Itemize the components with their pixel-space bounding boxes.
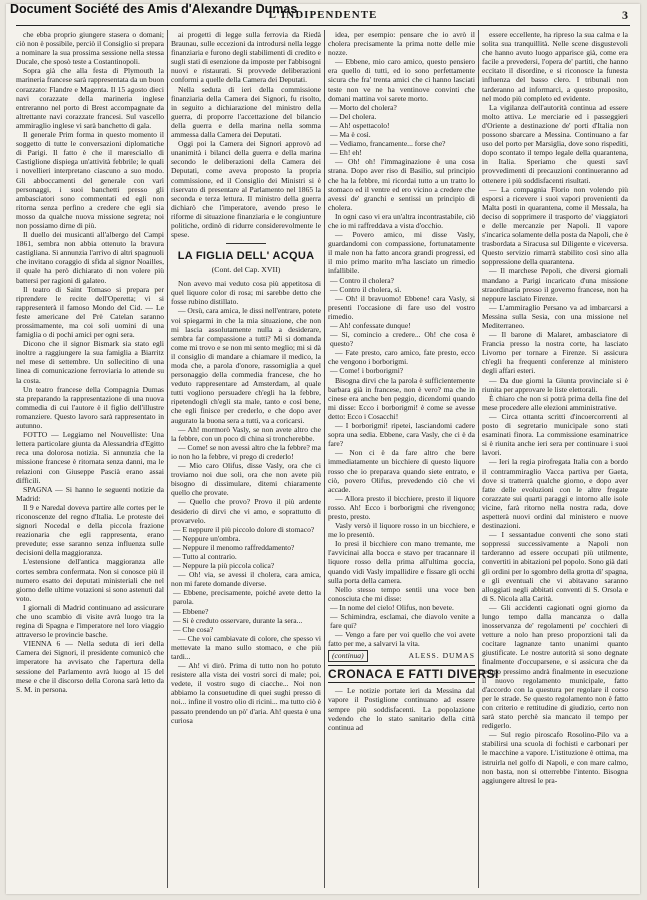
column-rule	[167, 30, 168, 888]
article-paragraph: — I sessantadue conventi che sono stati soppressi successivamente a Napoli non tarderanno ad essere occupati più utilmente, convertiti in abitazioni pel popolo. Sono già dati gli ordini per lo sgombro della grotta di' spagna, e gli eventuali che vi abitavano saranno alloggiati negli abbitati conventi di S. Orsola e di S. Nicola alla Carità.	[482, 530, 628, 603]
article-paragraph: Un teatro francese della Compagnia Dumas sta preparando la rappresentazione di una nuova commedia di cui l'autore è il figlio dell'illustre romanziere. Questo lavoro sarà rappresentato in autunno.	[16, 384, 164, 431]
story-subtitle: (Cont. del Cap. XVII)	[211, 265, 281, 275]
article-paragraph: È chiaro che non si potrà prima della fine del mese procedere alle elezioni amministrative.	[482, 393, 628, 412]
article-paragraph: ai progetti di legge sulla ferrovia da Riedà Braunau, sulle eccezioni da introdursi nella legge finanziaria e furono degli stabilimenti di credito e sugli stati di esenzione da imposte per l'abbisogni nuovi e ristaurati. Si provvede deliberazioni conformi a quelle della Camera dei Deputati.	[171, 30, 321, 85]
article-paragraph: — Sul regio piroscafo Rosolino-Pilo va a stabilirsi una scuola di fochisti e carbonari per le macchine a vapore. L'istituzione è ottima, ma istruirla nel golfo di Napoli, e con mare calmo, non basta, non si otterrebbe l'intento. Bisogna aggiungere altresì le pra-	[482, 730, 628, 785]
article-paragraph: — Mio caro Olifus, disse Vasly, ora che ci troviamo noi due soli, ora che non avete più bisogno di dissimulare, ditemi chiaramente quello che provate.	[171, 461, 321, 498]
article-paragraph: — Morto del cholera?	[330, 102, 397, 112]
article-paragraph: — Da due giorni la Giunta provinciale si è riunita per approvare le liste elettorali.	[482, 375, 628, 394]
article-paragraph: — Orsù, cara amica, le dissi nell'entrare, potete voi spiegarmi in che la mia situazione, che non mi lascia assolutamente nulla a desiderare, sembra far compassione a tutti? Mi si domanda come mi trovo e se non mi sento meglio; mi si dà il consiglio di mandare a chiamare il medico, la moda che, a parola d'onore, rassomiglia a quel personaggio della commedia francese, che ho veduto rappresentare ad Amsterdam, al quale tutti vogliono persuadere ch'egli ha la febbre, ripetendogli ch'egli sta male, tanto e così bene, che egli finisce per crederlo, e che dopo aver augurato la buona sera a tutti, va a coricarsi.	[171, 306, 322, 425]
article-paragraph: Oggi poi la Camera dei Signori approvò ad unanimità i bilanci della guerra e della marina secondo le deliberazioni della Camera dei Deputati, come aveva proposto la propria commissione, ed il Consiglio dei Ministri si è riservato di presentare al Parlamento nel 1865 la seconda e terza lettura. Il ministro della guerra dichiarò che l'imperatore, avendo preso le riforme di situazione finanziaria e le congiunture politiche, ordinò di ridurre considerevolmente le spese.	[171, 139, 321, 240]
cronaca-text	[328, 686, 475, 731]
article-paragraph: idea, per esempio: pensare che io avrò il cholera precisamente la prima notte delle mie nozze.	[328, 30, 475, 58]
article-paragraph: — Allora presto il bicchiere, presto il liquore rosso. Ah! Ecco i borborigmi che rivengono; presto, presto.	[328, 493, 475, 521]
article-paragraph: — Gli accidenti cagionati ogni giorno da lungo tempo dalla mancanza o dalla inosservanza de' regolamenti pe' cocchieri di vetture a nolo han preso proporzioni tali da cocitare lagnanze tanto unanimi quanto giustificate. Le nostre autorità si sono degnate finalmente d'occuparsene, e si assicura che da tempo pressimo andrà finalmente in esecuzione il nuovo regolamento municipale, fatto d'accordo con la questura per regolare il corso per le strade. Se questo regolamento non è fatto con criterio e rettitudine di giudizio, certo non sarà stato perchè sia mancato il tempo per redigerlo.	[482, 602, 628, 731]
continua-label: (continua)	[328, 650, 368, 662]
article-paragraph: FOTTO — Leggiamo nel Nouvelliste: Una lettera particolare giunta da Alessandria d'Egitto reca una dolorosa notizia. Si annunzia che la missione francese è ritornata senza danni, ma le relazioni con Giuseppe Pascià erano assai difficili.	[16, 430, 164, 485]
article-paragraph: — Contro il cholera?	[330, 275, 394, 285]
article-paragraph: — Ah! mormorò Vasly, se non avete altro che la febbre, con un poco di china si troncherebbe.	[171, 424, 321, 443]
story-title: LA FIGLIA DELL' ACQUA	[177, 250, 315, 263]
article-paragraph: — Ebbene?	[173, 606, 209, 616]
article-paragraph: — Neppure un'ombra.	[173, 533, 241, 543]
article-paragraph: — Circa ottanta scritti d'incoercorrenti al posto di segretario municipale sono stati esaminati finora. La commissione esaminatrice si è riunita anche ieri sera per continuare i suoi lavori.	[482, 411, 628, 458]
article-paragraph: — Contro il cholera, sì.	[330, 284, 402, 294]
watermark-label: Document Société des Amis d'Alexandre Dumas	[10, 2, 298, 16]
article-paragraph: Io presi il bicchiere con mano tremante, me l'avvicinai alla bocca e stavo per tracannare il liquore rosso della prima all'ultima goccia, quando vidi Vasly impallidire e fissare gli occhi sulla porta della camera.	[328, 539, 475, 585]
article-paragraph: Nella seduta di ieri della commissione finanziaria della Camera dei Signori, fu risolto, in seguito a dichiarazione del ministro della guerra, di proporre l'accettazione del bilancio della guerra e della marina nella somma ammessa dalla Camera dei Deputati.	[171, 84, 321, 140]
article-paragraph: — Neppure la più piccola colica?	[173, 561, 275, 571]
article-paragraph: VIENNA 6 — Nella seduta di ieri della Camera dei Signori, il presidente comunicò che imperatore ha avvisato che l'apertura della sessione del Parlamento avrà luogo al 15 del mese e che il discorso della Corona sarà letto da S. M. in persona.	[16, 639, 164, 694]
article-paragraph: Il duello dei musicanti all'albergo del Campi 1861, sembra non abbia ottenuto la bravura castigliana. Si annunzia l'arrivo di altri spagnuoli che invitano coraggio di sfida al signor Noailles, il quale ha però dichiarato di non volere più battersi per ragioni di galateo.	[16, 230, 164, 285]
parliament-news	[171, 30, 321, 239]
article-paragraph: — I borborigmi! ripetei, lasciandomi cadere sopra una sedia. Ebbene, cara Vasly, che ci è da fare?	[328, 421, 475, 449]
article-paragraph: — Povero amico, mi disse Vasly, guardandomi con compassione, fortunatamente il male non ha fatto ancora grandi progressi, ed il mio primo marito m'ha lasciato un rimedio infallibile.	[328, 230, 475, 276]
page-number: 3	[622, 8, 628, 22]
column-rule	[324, 30, 325, 888]
article-paragraph: — Le notizie portate ieri da Messina dal vapore il Postiglione continuano ad essere sempre più soddisfacenti. La popolazione vedendo che lo stato sanitario della città continua ad	[328, 686, 475, 732]
article-paragraph: Nello stesso tempo sentii una voce ben conosciuta che mi disse:	[328, 584, 475, 603]
section-divider	[226, 243, 266, 244]
article-paragraph: Il generale Prim forma in questo momento il soggetto di tutte le conversazioni diplomatiche di Parigi. Il fatto è che il maresciallo di Castiglione dispiega un'attività febbrile; le quali i novellieri interpretano ciascuno a suo modo. Gli abboccamenti del generale con varì personaggi, i suoi banchetti presso gli ambasciatori sono commentati ed egli non ritorna senza perfino a credere che egli sia mosso da qualche nuova missione segreta; noi non possiamo dirne di più.	[16, 130, 164, 230]
article-paragraph: — Non ci è da fare altro che bere immediatamente un bicchiere di questo liquore rosso che io preparava quando siete entrato, e ciò, povero Olifus, prevedendo ciò che vi accade.	[328, 448, 475, 494]
article-paragraph: — Fate presto, caro amico, fate presto, ecco che vengono i borborigmi.	[328, 348, 475, 367]
article-paragraph: — Ah! confessate dunque!	[330, 321, 411, 330]
author-name: ALESS. DUMAS	[408, 651, 475, 661]
article-paragraph: — Quello che provo? Provo il più ardente desiderio di dirvi che vi amo, e soprattutto di provarvelo.	[171, 497, 321, 525]
story-continuation	[328, 30, 475, 648]
article-paragraph: — L'ammiraglio Persano va ad imbarcarsi a Messina sulla Sesia, con una missione nel Mediterraneo.	[482, 302, 628, 330]
column-rule	[478, 30, 479, 888]
column-4	[482, 30, 628, 888]
article-paragraph: — Ebbene, mio caro amico, questo pensiero era quello di tutti, ed io sono perfettamente sicura che fra' trenta amici che ci hanno lasciati teste non ve ne ha ventinove convinti che domani mattina voi sarete morto.	[328, 57, 475, 103]
article-paragraph: — Vengo a fare per voi quello che voi avete fatto per me, a salvarvi la vita.	[328, 630, 475, 649]
article-paragraph: Dicono che il signor Bismark sia stato egli inoltre a raggiungere la sua famiglia a Biarritz nel mese di settembre. Un sollecitino di una linea di comunicazione ferroviaria lo attende su la costa.	[16, 339, 164, 385]
article-paragraph: In ogni caso vi era un'altra incontrastabile, ciò che io mi raffreddava a vista d'occhio.	[328, 211, 475, 230]
article-paragraph: che ebba proprio giungere stasera o domani; ciò non è possibile, perciò il Consiglio si prepara a nominare la sua prossima sessione nella stessa Ducale, che sposò teste a Costantinopoli.	[16, 30, 164, 67]
article-paragraph: Sopra già che alla festa di Plymouth la marineria francese sarà rappresentata da un buon corazzato: Flandre e Magenta. Il 15 agosto dieci navi corazzate della marineria inglese entreranno nel porto di Brest accompagnate da altrettante navi corazzate francesi. Sul vascello ammiraglio inglese vi sarà banchetto di gala.	[16, 66, 164, 130]
columns	[16, 30, 628, 888]
newspaper-page	[6, 4, 640, 894]
article-paragraph: — Ah! vi dirò. Prima di tutto non ho potuto resistere alla vista dei vostri sorci di male; poi, vedete, il vostro sugo di ciacche... Noi non abbiamo la consuetudine di quei sughi presso di noi... infine il vostro olio di ricini... ma tutto ciò è passato prendendo un pò' d'aria. Ah! questa è una curiosa	[171, 661, 321, 725]
article-paragraph: — Eh! eh!	[330, 148, 362, 158]
article-paragraph: — In nome del cielo! Olifus, non bevete.	[330, 602, 454, 612]
column-1	[16, 30, 164, 888]
article-paragraph: — Oh! il bravuomo! Ebbene! cara Vasly, si presenti l'occasione di fare uso del vostro rimedio.	[328, 293, 475, 321]
article-paragraph: — Il barone di Malaret, ambasciatore di Francia presso la nostra corte, ha lasciato Livorno per tornare a Firenze. Si assicura ch'egli ha frequenti conferenze al ministero degli affari esteri.	[482, 330, 628, 376]
article-paragraph: — Come! i borborigmi?	[330, 366, 404, 376]
article-paragraph: — Oh! via, se avessi il cholera, cara amica, non mi farete domande diverse.	[171, 570, 321, 589]
article-paragraph: Bisogna dirvi che la parola è sufficientemente barbara già in francese, non è vero? ma che in cinese era anche ben peggio, dicendomi quando mi disse: Ecco i borborigmi! è come se avesse detto: Ecco i Cosacchi!	[328, 375, 475, 421]
article-paragraph: I giornali di Madrid continuano ad assicurare che uno scambio di visite avrà luogo tra la regina di Spagna e l'imperatore nel loro viaggio attraverso le provincie basche.	[16, 602, 164, 640]
story-signature	[328, 650, 475, 662]
article-paragraph: — Il marchese Pepoli, che diversi giornali mandano a Parigi incaricato d'una missione straordinaria presso il governo francese, non ha neppure lasciato Firenze.	[482, 266, 628, 303]
cronaca-heading: CRONACA E FATTI DIVERSI	[328, 667, 499, 682]
article-paragraph: — Ebbene, precisamente, poiché avete detto la parola.	[173, 588, 321, 607]
column-3	[328, 30, 499, 888]
article-paragraph: — Neppure il menomo raffreddamento?	[173, 542, 295, 552]
article-paragraph: La vigilanza dell'autorità continua ad essere molto attiva. Le merciarie ed i passeggieri d'Oriente a destinazione de' porti d'Italia non possono sbarcare a Messina. Continuano a far uso del porto per Marsiglia, dove sono rispediti, dopo scontato il tempo legale della quarantena, in Italia. Speriamo che questi savî provvedimenti di precauzioni continueranno ad ottenere i più soddisfacenti risultati.	[482, 102, 628, 185]
article-paragraph: Il 9 e Naredal doveva partire alle cortes per le riconoscenze del regno d'Italia. Le proteste dei signori Nocedal e della piccola frazione reazionaria che egli rappresenta, erano prevedute; esse saranno senza influenza sulle decisioni della maggioranza.	[16, 502, 164, 558]
article-paragraph: — Come! se non avessi altro che la febbre? ma io non ho la febbre, vi prego di crederlo!	[171, 442, 321, 461]
article-paragraph: — Ah! ospettacolo!	[330, 120, 390, 130]
article-paragraph: — Che voi cambiavate di colore, che spesso vi mettevate la mano sullo stomaco, e che più tardi...	[171, 633, 321, 661]
article-paragraph: Vasly versò il liquore rosso in un bicchiere, e me lo presentò.	[328, 521, 475, 540]
article-paragraph: — Che cosa?	[173, 624, 214, 634]
article-paragraph: SPAGNA — Si hanno le seguenti notizie da Madrid:	[16, 484, 164, 503]
article-paragraph: — Si è creduto osservare, durante la sera...	[173, 615, 303, 625]
article-paragraph: — Tutto al contrario.	[173, 551, 237, 561]
article-paragraph: Non avevo mai veduto cosa più appetitosa di quel liquore color di rosa; mi sarebbe detto che fosse rubino distillato.	[171, 279, 321, 307]
article-paragraph: L'estensione dell'antica maggioranza alle cortes sembra confermata. Non si conosce più il numero esatto dei deputati ministeriali che nel giorno delle ultime votazioni si sono astenuti dal voto.	[16, 557, 164, 603]
article-paragraph: — La compagnia Florio non volendo più esporsi a ricevere i suoi vapori provenienti da Malta posti in quarantena, come il Messala, ha deciso di sopprimere il trasporto de' viaggiatori e delle mercanzie per Napoli. Il vapore s'incarica solamente della posta da Napoli, che è trasbordata a Siracusa sul Diligente e viceversa. Questo servizio rimarrà stabilito così sino alla soppressione della quarantena.	[482, 184, 628, 267]
article-paragraph: — Ieri la regia pirofregata Italia con a bordo il contrammiraglio Vacca partiva per Gaeta, dove si tratterrà qualche giorno, e dopo aver fatte delle evoluzioni con le altre fregate corazzate sui quarti paraggi e intorno alle isole vicine, farà ritorno nella nostra rada, dove aspetterà nuovi ordini dal ministero e nuove destinazioni.	[482, 457, 628, 531]
newspaper-title: L'INDIPENDENTE	[268, 9, 378, 21]
article-paragraph: — Oh! oh! l'immaginazione è una cosa strana. Dopo aver riso di Basilio, sul principio che ha la febbre, mi ricordai tutto a un tratto lo stomaco ed il ventre ed ero vicino a credere che avessi de' granchi e sentissi un principio di cholera.	[328, 157, 475, 212]
article-paragraph: — E neppure il più piccolo dolore di stomaco?	[173, 524, 315, 534]
story-text	[171, 279, 321, 725]
article-paragraph: — Schimindra, esclamai, che diavolo venite a fare qui?	[330, 612, 475, 631]
article-paragraph: essere eccellente, ha ripreso la sua calma e la solita sua tranquillità. Nelle scene disgustevoli che hanno avuto luogo apparisce già, come era facile a prevedersi, l'opera de' partiti, che hanno eccitato il disordine, e si riconosce la funesta influenza del basso clero. I tribunali non tarderanno ad informarci, a questo proposito, nel modo più completo ed evidente.	[482, 30, 628, 103]
article-paragraph: — Del cholera.	[330, 111, 377, 121]
article-paragraph: — Sì, comincio a credere... Oh! che cosa è questo?	[330, 330, 475, 349]
article-paragraph: — Ma è così.	[330, 130, 371, 140]
column-2	[171, 30, 321, 888]
article-paragraph: — Vediamo, francamente... forse che?	[330, 139, 446, 149]
article-paragraph: Il teatro di Saint Tomaso si prepara per riprendere le recite dell'Operetta; vi si rappresenterà il famoso Mondo del Cid. — Le feste americane del Prè Catelan saranno prossimamente, ma coi soli uomini di una famiglia o di pochi amici per ogni sera.	[16, 284, 164, 340]
